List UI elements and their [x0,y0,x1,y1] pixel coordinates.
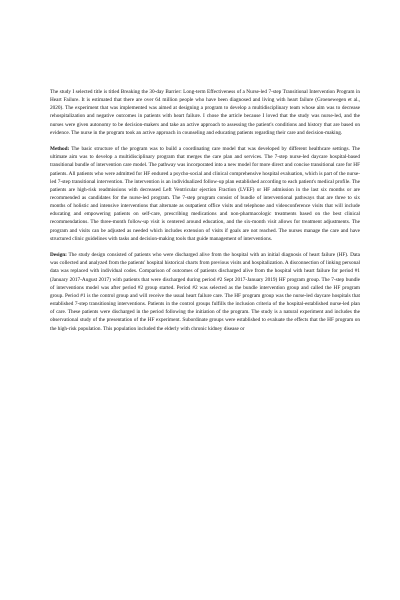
method-paragraph [50,145,360,243]
paragraph-gap [50,137,360,145]
method-heading: Method: [50,146,70,153]
design-text: The study design consisted of patients who were discharged alive from the hospital with an initial diagnosis of heart failure (HF). Data was collected and analyzed from the patients' hospital historical charts from previous visits and hospitalization. A disconnection of linking personal data was replaced with individual codes. Comparison of outcomes of patients discharged alive from the hospital with heart failure for period #1 (January 2017-August 2017) with patients that were discharged during period #2 Sept 2017-January 2019) HF program group. The 7-step bundle of interventions model was after period #2 group started. Period #2 was selected as the bundle intervention group and called the HF program group. Period #1 is the control group and will receive the usual heart failure care. The HF program group was the nurse-led daycare hospitals that established 7-step transitioning interventions. Patients in the control groups fulfills the inclusion criteria of the hospital-established nurse-led plan of care. These patients were discharged in the period following the initiation of the program. The study is a natural experiment and includes the observational study of the presentation of the HF experiment. Subordinate groups were established to evaluate the effects that the HF program on the high-risk population. This population included the elderly with chronic kidney disease or [50,252,360,332]
intro-text: The study I selected title is titled Breaking the 30-day Barrier: Long-term Effectiveness of a Nurse-led 7-step Transitional Intervention Program in Heart Failure. It is estimated that there are over 64 million people who have been diagnosed and living with heart failure (Groenewegen et al., 2020). The experiment that was implemented was aimed at designing a program to develop a multidisciplinary team whose aim was to decrease rehospitalization and negative outcomes in patients with heart failure. I chose the article because I loved that the study was nurse-led, and the nurses were given autonomy to be decision-makers and take an active approach to assessing the patient's conditions and history that are based on evidence. The nurse in the program took an active approach in counseling and educating patients regarding their care and decision-making. [50,89,360,136]
intro-paragraph [50,88,360,137]
design-paragraph [50,251,360,333]
paragraph-gap [50,243,360,251]
method-text: The basic structure of the program was to build a coordinating care model that was developed by different healthcare settings. The ultimate aim was to develop a multidisciplinary program that merges the care plan and services. The 7-step nurse-led daycare hospital-based transitional bundle of intervention care model. The pathway was incorporated into a new model for more direct and concise transitional care for HF patients. All patients who were admitted for HF endured a psycho-social and clinical comprehensive hospital evaluation, which is part of the nurse-led 7-step transitional intervention. The intervention is an individualized follow-up plan established according to each patient's medical profile. The patients are high-risk readmissions with decreased Left Ventricular ejection Fraction (LVEF) or HF admission in the last six months or are recommended as candidates for the nurse-led program. The 7-step program consist of bundle of interventional pathways that are three to six months of holistic and intensive interventions that alternate as outpatient office visits and telephone and videoconference visits that will include educating and empowering patients on self-care, prescribing medications and non-pharmacologic treatments based on the best clinical recommendations. The three-month follow-up visit is centered around education, and the six-month visit allows for treatment adjustments. The program and visits can be adjusted as needed which includes extension of visits if goals are not reached. The nurses manage the care and have structured clinic guidelines with tasks and decision-making tools that guide management of interventions. [50,146,360,242]
design-heading: Design: [50,252,67,259]
